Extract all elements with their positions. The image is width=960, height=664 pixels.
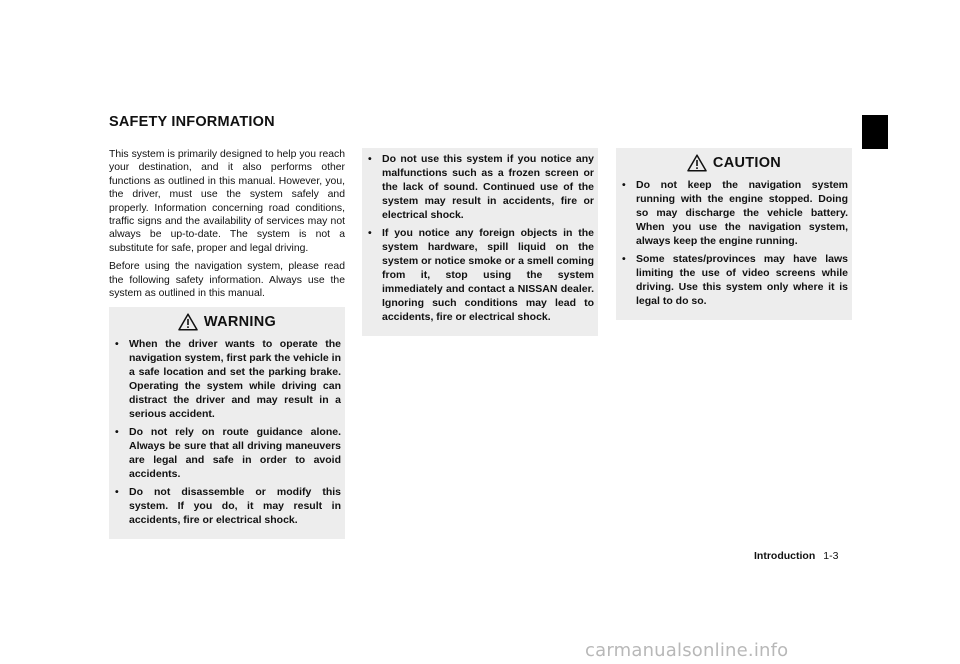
warning-item bbox=[113, 425, 341, 481]
warning-item-text: Do not disassemble or modify this system. If you do, it may result in accidents, fire or electrical shock. bbox=[129, 486, 341, 527]
warning-title: WARNING bbox=[203, 314, 277, 331]
caution-item bbox=[620, 252, 848, 308]
warning-box-continued bbox=[362, 148, 598, 336]
intro-paragraph-2: Before using the navigation system, please read the following safety information. Always use the system as outlined in this manual. bbox=[109, 261, 345, 300]
bullet-mark: • bbox=[622, 179, 626, 191]
warning-triangle-icon bbox=[178, 313, 198, 331]
warning-triangle-icon bbox=[687, 154, 707, 172]
warning-item-text: When the driver wants to operate the navigation system, first park the vehicle in a safe location and set the parking brake. Operating the system while driving can distract the driver and may result in a serious accident. bbox=[129, 338, 341, 421]
column-2 bbox=[362, 148, 598, 336]
chapter-tab-marker bbox=[862, 115, 888, 149]
caution-box bbox=[616, 148, 852, 320]
caution-title: CAUTION bbox=[712, 155, 782, 171]
watermark: carmanualsonline.info bbox=[585, 640, 789, 661]
warning-list-part-2 bbox=[366, 152, 594, 324]
warning-header bbox=[113, 307, 341, 337]
page-footer bbox=[754, 550, 838, 562]
bullet-mark: • bbox=[115, 338, 119, 351]
bullet-mark: • bbox=[622, 253, 626, 265]
warning-item bbox=[113, 337, 341, 421]
caution-item bbox=[620, 178, 848, 248]
caution-item-text: Some states/provinces may have laws limiting the use of video screens while driving. Use this system only where it is legal to do so. bbox=[636, 253, 848, 307]
intro-paragraph-1: This system is primarily designed to help you reach your destination, and it also performs other functions as outlined in this manual. However, you, the driver, must use the system safely and properly. Information concerning road conditions, traffic signs and the availability of services may not always be up-to-date. The system is not a substitute for safe, proper and legal driving. bbox=[109, 149, 345, 254]
warning-item-text: Do not use this system if you notice any malfunctions such as a frozen screen or the lack of sound. Continued use of the system may result in accidents, fire or electrical shock. bbox=[382, 153, 594, 221]
warning-item bbox=[366, 226, 594, 324]
caution-list bbox=[620, 178, 848, 308]
page-number: 1-3 bbox=[823, 550, 839, 562]
column-3 bbox=[616, 148, 852, 320]
bullet-mark: • bbox=[368, 227, 372, 239]
warning-item-text: If you notice any foreign objects in the system hardware, spill liquid on the system or notice smoke or a smell coming from it, stop using the system immediately and contact a NISSAN dealer. Ignoring such conditions may lead to accidents, fire or electrical shock. bbox=[382, 227, 594, 323]
column-1 bbox=[109, 148, 345, 539]
warning-item-text: Do not rely on route guidance alone. Always be sure that all driving maneuvers are legal and safe in order to avoid accidents. bbox=[129, 426, 341, 481]
bullet-mark: • bbox=[115, 426, 119, 439]
caution-header bbox=[620, 148, 848, 178]
bullet-mark: • bbox=[115, 486, 119, 499]
warning-box bbox=[109, 307, 345, 539]
caution-item-text: Do not keep the navigation system running with the engine stopped. Doing so may discharge the vehicle battery. When you use the navigation system, always keep the engine running. bbox=[636, 179, 848, 247]
warning-item bbox=[113, 485, 341, 527]
bullet-mark: • bbox=[368, 153, 372, 165]
warning-item bbox=[366, 152, 594, 222]
section-title: SAFETY INFORMATION bbox=[109, 114, 275, 130]
footer-section-name: Introduction bbox=[754, 550, 816, 562]
warning-list-part-1 bbox=[113, 337, 341, 527]
